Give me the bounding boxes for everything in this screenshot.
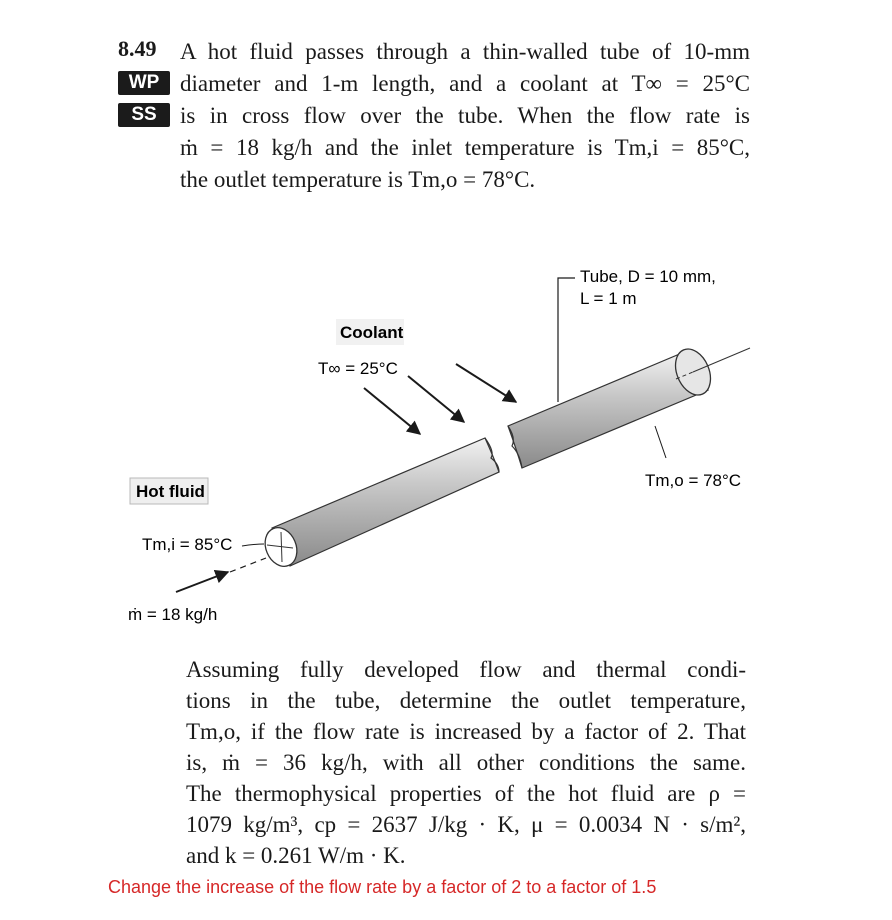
coolant-arrow: [364, 388, 420, 434]
problem-number: 8.49: [118, 36, 157, 61]
statement-line: diameter and 1-m length, and a coolant at T∞ = 25°C: [180, 71, 750, 96]
tube-lower-segment: [259, 438, 499, 571]
body-line: tions in the tube, determine the outlet temperature,: [186, 688, 746, 713]
statement-line: is in cross flow over the tube. When the flow rate is: [180, 103, 750, 128]
tube-label-1: Tube, D = 10 mm,: [580, 267, 716, 286]
outlet-temperature: Tm,o = 78°C: [645, 471, 742, 490]
hot-fluid-label: Hot fluid: [136, 482, 205, 501]
body-line: and k = 0.261 W/m · K.: [186, 843, 406, 868]
problem-statement: [180, 36, 750, 196]
statement-line: ṁ = 18 kg/h and the inlet temperature is Tm,i = 85°C,: [180, 135, 750, 160]
inlet-flow-arrow: [176, 572, 228, 592]
coolant-arrow: [408, 376, 464, 422]
body-line: The thermophysical properties of the hot fluid are ρ =: [186, 781, 746, 806]
diagram-svg: [0, 250, 892, 650]
wp-badge: WP: [118, 71, 170, 95]
ss-badge: SS: [118, 103, 170, 127]
body-line: Assuming fully developed flow and thermal condi-: [186, 657, 746, 682]
body-line: is, ṁ = 36 kg/h, with all other conditions the same.: [186, 750, 746, 775]
outlet-leader-line: [655, 426, 666, 458]
problem-body: [186, 654, 746, 871]
inlet-leader-line: [242, 544, 264, 546]
tube-upper-segment: [508, 344, 750, 468]
coolant-temperature: T∞ = 25°C: [318, 359, 398, 378]
tube-leader-line: [558, 278, 575, 402]
tube-label-2: L = 1 m: [580, 289, 637, 308]
inlet-temperature: Tm,i = 85°C: [142, 535, 233, 554]
coolant-label: Coolant: [340, 323, 404, 342]
statement-line: the outlet temperature is Tm,o = 78°C.: [180, 167, 536, 192]
instruction-note: Change the increase of the flow rate by a factor of 2 to a factor of 1.5: [108, 877, 657, 897]
tube-diagram: [0, 250, 892, 650]
body-line: Tm,o, if the flow rate is increased by a factor of 2. That: [186, 719, 746, 744]
body-line: 1079 kg/m³, cp = 2637 J/kg · K, μ = 0.0034 N · s/m²,: [186, 812, 746, 837]
statement-line: A hot fluid passes through a thin-walled tube of 10-mm: [180, 39, 750, 64]
coolant-arrow: [456, 364, 516, 402]
flow-rate: ṁ = 18 kg/h: [128, 605, 218, 624]
inlet-axis-dash: [230, 558, 266, 572]
